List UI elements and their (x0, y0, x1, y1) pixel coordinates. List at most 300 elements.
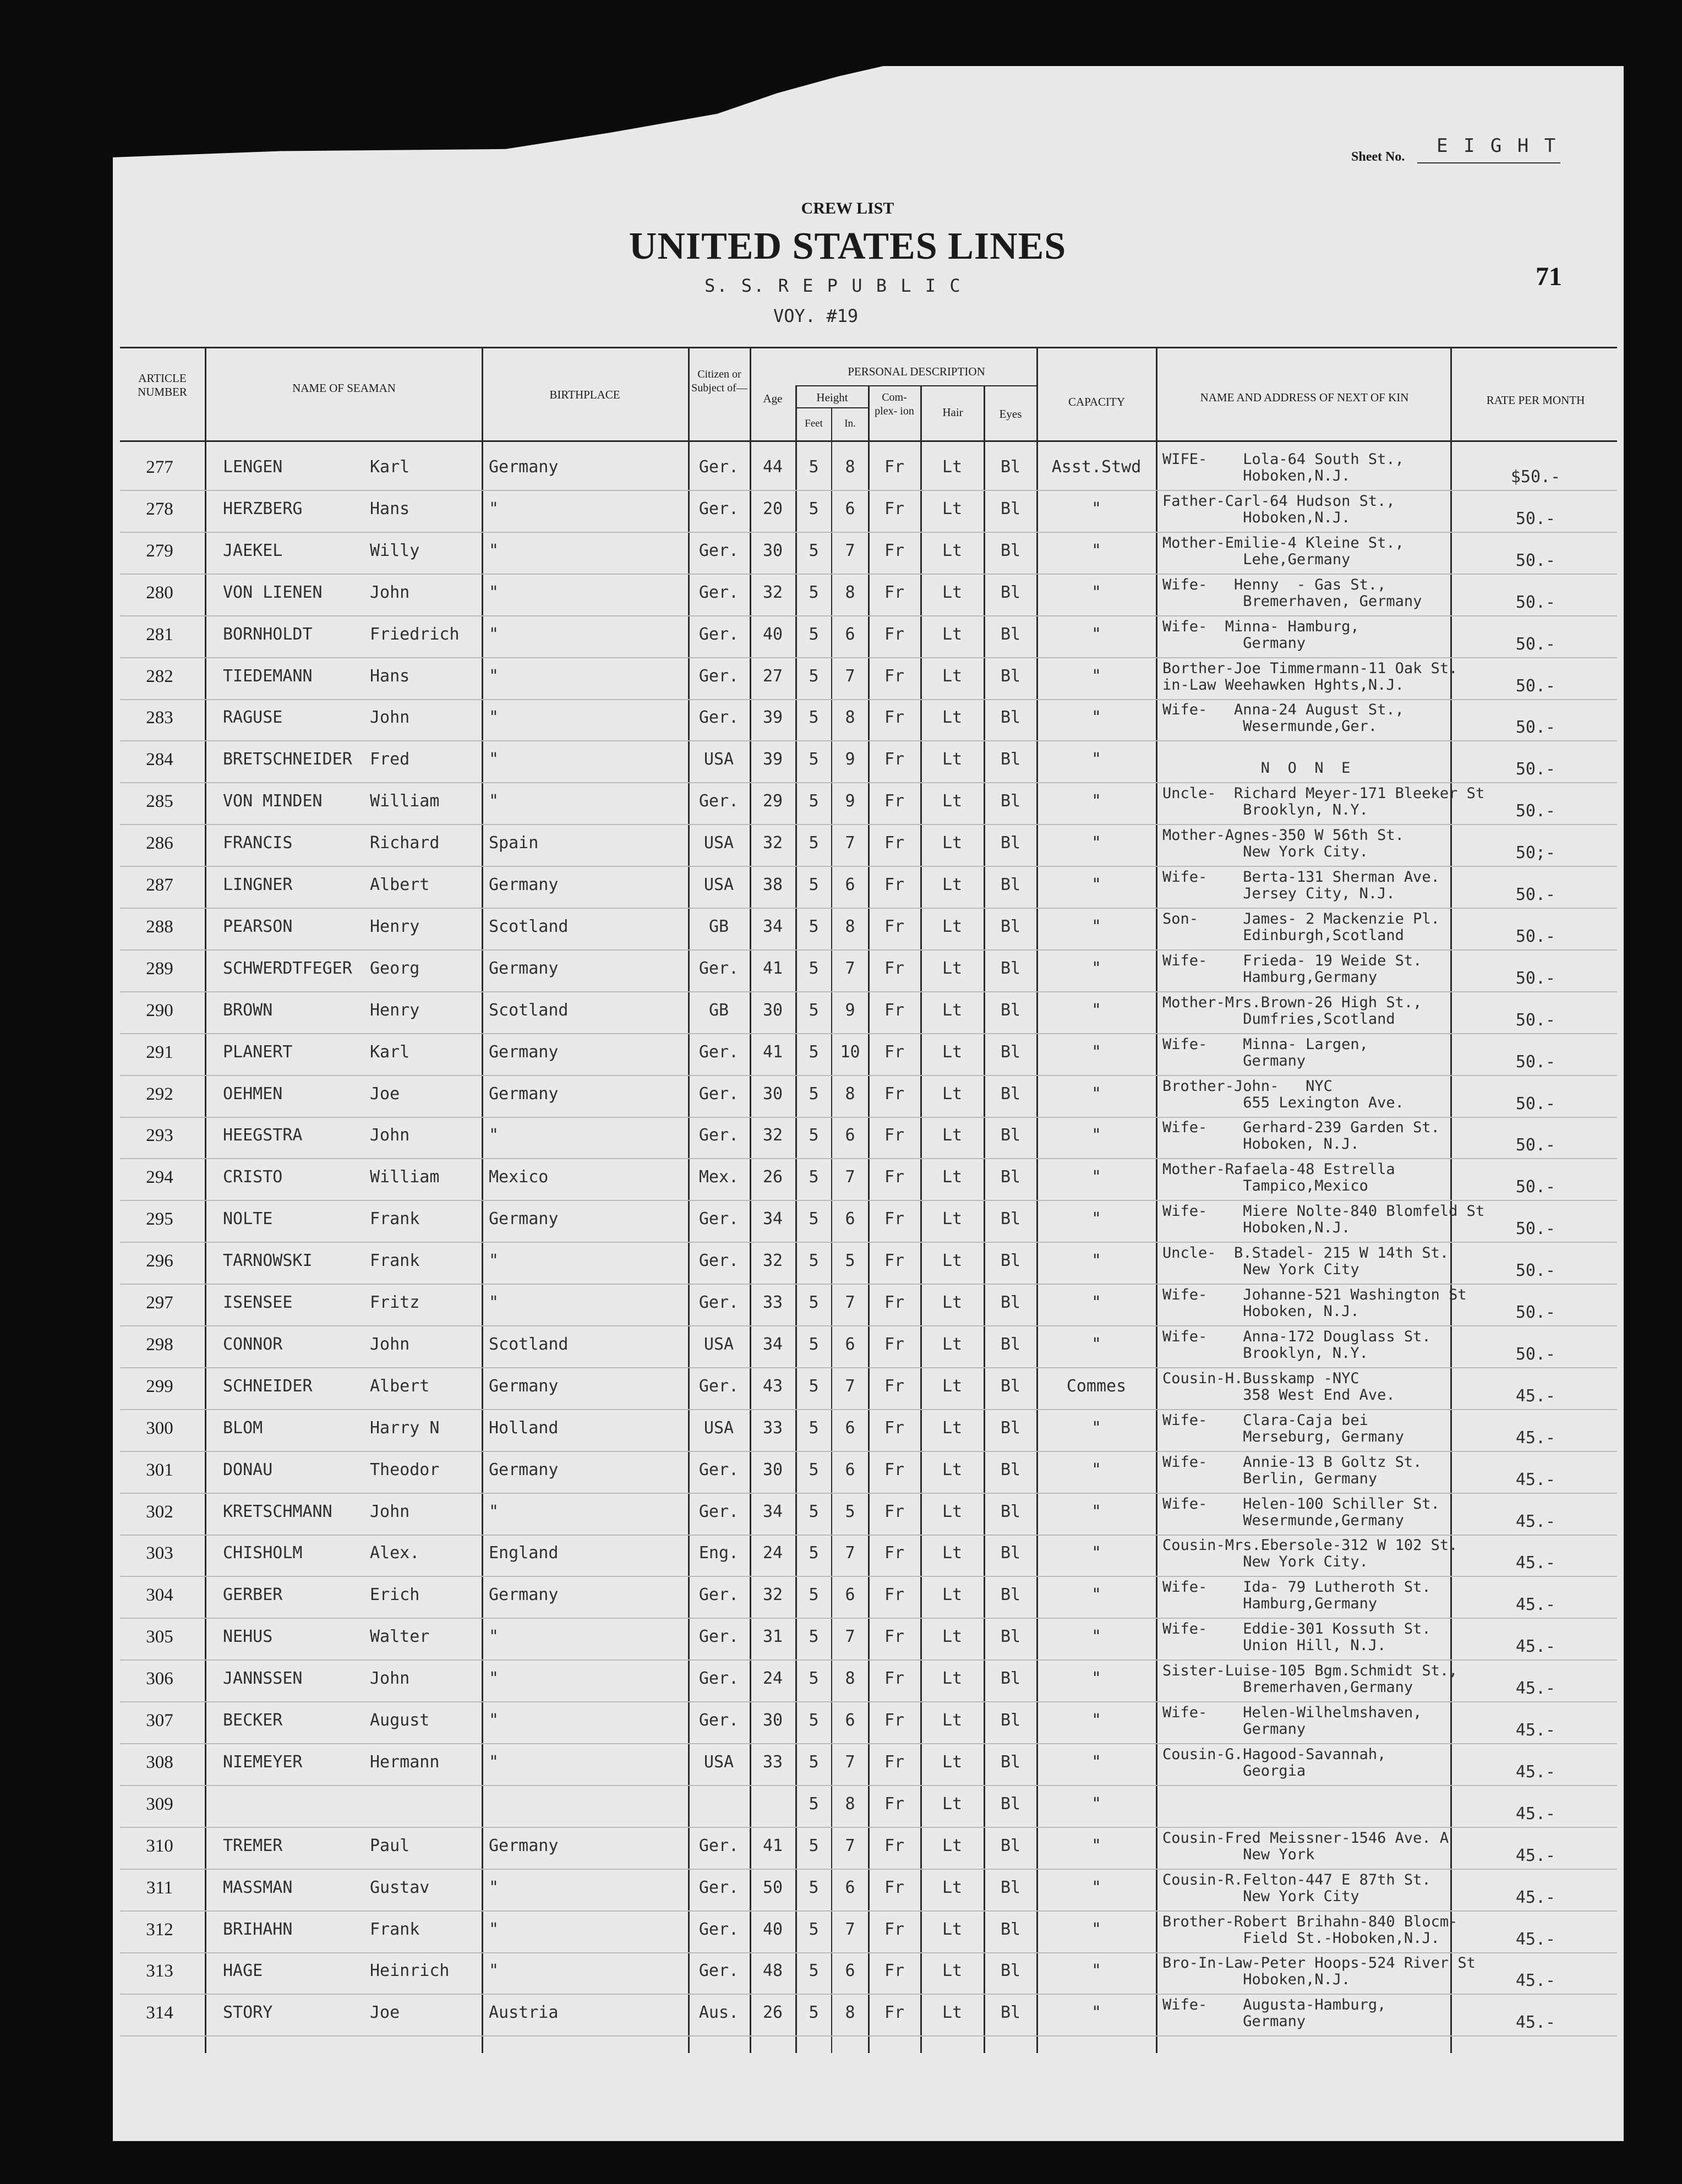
seaman-surname: MASSMAN (223, 1878, 293, 1897)
citizenship: Ger. (698, 1961, 739, 1980)
seaman-given-name: Georg (370, 959, 420, 978)
rate: 50.- (1515, 1011, 1556, 1030)
seaman-surname: BECKER (223, 1711, 283, 1730)
birthplace: " (489, 1126, 499, 1145)
seaman-surname: BRIHAHN (223, 1920, 293, 1939)
birthplace: " (489, 625, 499, 644)
height-inches: 6 (845, 499, 855, 518)
citizenship: USA (703, 833, 734, 853)
seaman-surname: BROWN (223, 1001, 273, 1020)
eyes: Bl (1000, 959, 1021, 978)
article-number: 307 (146, 1711, 173, 1730)
complexion: Fr (884, 750, 905, 769)
next-of-kin-line-1: Wife- Minna- Hamburg, (1162, 618, 1359, 635)
eyes: Bl (1000, 1251, 1021, 1270)
hair: Lt (942, 1251, 963, 1270)
capacity: " (1091, 1669, 1102, 1688)
complexion: Fr (884, 1042, 905, 1062)
article-number: 288 (146, 917, 173, 937)
next-of-kin-line-1: Wife- Anna-24 August St., (1162, 701, 1404, 718)
seaman-surname: KRETSCHMANN (223, 1502, 332, 1521)
next-of-kin-line-1: Wife- Berta-131 Sherman Ave. (1162, 869, 1440, 886)
height-feet: 5 (809, 750, 819, 769)
next-of-kin-line-1: Brother-Robert Brihahn-840 Blocm- (1162, 1913, 1458, 1930)
eyes: Bl (1000, 541, 1021, 560)
complexion: Fr (884, 1377, 905, 1396)
birthplace: " (489, 750, 499, 769)
rate: 50.- (1515, 927, 1556, 946)
next-of-kin-line-2: Jersey City, N.J. (1162, 885, 1395, 902)
next-of-kin-line-2: Georgia (1162, 1762, 1306, 1779)
capacity: " (1091, 1627, 1102, 1646)
page-number: 71 (1536, 262, 1562, 291)
article-number: 290 (146, 1001, 173, 1020)
age: 44 (762, 457, 783, 477)
birthplace: Spain (489, 833, 539, 853)
hair: Lt (942, 1167, 963, 1187)
eyes: Bl (1000, 1001, 1021, 1020)
seaman-surname: BLOM (223, 1418, 263, 1438)
capacity: " (1091, 1543, 1102, 1563)
row-rule (120, 1952, 1617, 1953)
complexion: Fr (884, 1961, 905, 1980)
complexion: Fr (884, 1001, 905, 1020)
citizenship: Ger. (698, 1293, 739, 1312)
article-number: 304 (146, 1585, 173, 1605)
citizenship: Ger. (698, 708, 739, 727)
capacity: " (1091, 708, 1102, 727)
row-rule (120, 782, 1617, 783)
row-rule (120, 1367, 1617, 1368)
height-feet: 5 (809, 667, 819, 686)
capacity: " (1091, 1001, 1102, 1020)
citizenship: Ger. (698, 1585, 739, 1604)
seaman-given-name: Joe (370, 1084, 400, 1104)
next-of-kin-line-2: New York City (1162, 1888, 1359, 1905)
seaman-surname: SCHWERDTFEGER (223, 959, 352, 978)
citizenship: Ger. (698, 1669, 739, 1688)
seaman-surname: STORY (223, 2003, 273, 2022)
seaman-given-name: John (370, 1669, 410, 1688)
height-feet: 5 (809, 1293, 819, 1312)
next-of-kin-line-2: Hoboken, N.J. (1162, 1135, 1359, 1153)
height-inches: 6 (845, 1209, 855, 1228)
citizenship: Ger. (698, 1377, 739, 1396)
height-feet: 5 (809, 1209, 819, 1228)
row-rule (120, 1409, 1617, 1410)
header-rate-per-month: RATE PER MONTH (1486, 394, 1585, 407)
article-number: 292 (146, 1084, 173, 1104)
complexion: Fr (884, 833, 905, 853)
seaman-given-name: Frank (370, 1209, 420, 1228)
height-feet: 5 (809, 1920, 819, 1939)
seaman-surname: CHISHOLM (223, 1543, 303, 1563)
rate: 45.- (1515, 1512, 1556, 1531)
hair: Lt (942, 791, 963, 811)
height-feet: 5 (809, 1126, 819, 1145)
height-inches: 9 (845, 791, 855, 811)
age: 41 (762, 1836, 783, 1855)
complexion: Fr (884, 1794, 905, 1814)
next-of-kin-line-1: Wife- Gerhard-239 Garden St. (1162, 1119, 1440, 1136)
seaman-surname: BORNHOLDT (223, 625, 313, 644)
citizenship: USA (703, 1752, 734, 1772)
rate: 50.- (1515, 801, 1556, 821)
row-rule (120, 1701, 1617, 1702)
rate: 50;- (1515, 843, 1556, 862)
birthplace: " (489, 1627, 499, 1646)
height-inches: 7 (845, 1920, 855, 1939)
age: 33 (762, 1293, 783, 1312)
eyes: Bl (1000, 1167, 1021, 1187)
eyes: Bl (1000, 1920, 1021, 1939)
header-eyes: Eyes (999, 407, 1022, 421)
rate: 50.- (1515, 1345, 1556, 1364)
next-of-kin-line-1: Wife- Clara-Caja bei (1162, 1412, 1368, 1429)
row-rule (120, 1785, 1617, 1786)
seaman-given-name: Erich (370, 1585, 420, 1604)
article-number: 286 (146, 833, 173, 853)
article-number: 297 (146, 1293, 173, 1313)
capacity: " (1091, 1878, 1102, 1897)
eyes: Bl (1000, 583, 1021, 602)
height-inches: 8 (845, 2003, 855, 2022)
height-inches: 7 (845, 1627, 855, 1646)
height-feet: 5 (809, 1418, 819, 1438)
next-of-kin-line-1: Wife- Miere Nolte-840 Blomfeld St (1162, 1203, 1485, 1220)
birthplace: " (489, 1920, 499, 1939)
seaman-surname: HERZBERG (223, 499, 303, 518)
article-number: 310 (146, 1836, 173, 1856)
seaman-given-name: August (370, 1711, 430, 1730)
eyes: Bl (1000, 1711, 1021, 1730)
seaman-surname: RAGUSE (223, 708, 283, 727)
complexion: Fr (884, 917, 905, 936)
header-complexion: Com- plex- ion (875, 391, 914, 417)
birthplace: " (489, 1669, 499, 1688)
seaman-given-name: Fritz (370, 1293, 420, 1312)
citizenship: Ger. (698, 1042, 739, 1062)
next-of-kin-line-2: Germany (1162, 1721, 1306, 1738)
height-inches: 6 (845, 1418, 855, 1438)
birthplace: " (489, 1293, 499, 1312)
height-inches: 6 (845, 1961, 855, 1980)
eyes: Bl (1000, 1836, 1021, 1855)
seaman-surname: TREMER (223, 1836, 283, 1855)
rate: 45.- (1515, 1553, 1556, 1573)
citizenship: Ger. (698, 541, 739, 560)
citizenship: GB (708, 1001, 729, 1020)
seaman-given-name: John (370, 1335, 410, 1354)
hair: Lt (942, 1502, 963, 1521)
hair: Lt (942, 750, 963, 769)
birthplace: Germany (489, 1042, 559, 1062)
birthplace: " (489, 791, 499, 811)
row-rule (120, 908, 1617, 909)
hair: Lt (942, 541, 963, 560)
header-next-of-kin: NAME AND ADDRESS OF NEXT OF KIN (1200, 391, 1409, 404)
voyage-number: VOY. #19 (773, 305, 859, 326)
complexion: Fr (884, 1460, 905, 1479)
eyes: Bl (1000, 1126, 1021, 1145)
hair: Lt (942, 1711, 963, 1730)
height-feet: 5 (809, 833, 819, 853)
seaman-given-name: Albert (370, 1377, 430, 1396)
header-personal-description: PERSONAL DESCRIPTION (848, 365, 985, 378)
birthplace: Germany (489, 875, 559, 894)
next-of-kin-line-2: Dumfries,Scotland (1162, 1011, 1395, 1028)
row-rule (120, 1618, 1617, 1619)
seaman-surname: TARNOWSKI (223, 1251, 313, 1270)
complexion: Fr (884, 1502, 905, 1521)
age: 39 (762, 708, 783, 727)
height-inches: 7 (845, 1377, 855, 1396)
citizenship: Ger. (698, 959, 739, 978)
eyes: Bl (1000, 708, 1021, 727)
seaman-given-name: Karl (370, 1042, 410, 1062)
seaman-surname: GERBER (223, 1585, 283, 1604)
capacity: Commes (1066, 1377, 1127, 1396)
height-inches: 7 (845, 1836, 855, 1855)
next-of-kin-line-2: Union Hill, N.J. (1162, 1637, 1386, 1654)
next-of-kin-line-1: Cousin-H.Busskamp -NYC (1162, 1370, 1359, 1387)
capacity: " (1091, 1335, 1102, 1354)
next-of-kin-line-1: Brother-John- NYC (1162, 1078, 1333, 1095)
seaman-surname: CRISTO (223, 1167, 283, 1187)
next-of-kin-line-1: Wife- Henny - Gas St., (1162, 576, 1386, 593)
next-of-kin-line-2: 655 Lexington Ave. (1162, 1094, 1404, 1111)
next-of-kin-line-1: Mother-Mrs.Brown-26 High St., (1162, 994, 1422, 1011)
height-inches: 7 (845, 667, 855, 686)
eyes: Bl (1000, 750, 1021, 769)
birthplace: Holland (489, 1418, 559, 1438)
seaman-surname: PEARSON (223, 917, 293, 936)
height-inches: 7 (845, 1752, 855, 1772)
rate: 50.- (1515, 760, 1556, 779)
header-top-rule (120, 347, 1617, 348)
rate: 50.- (1515, 969, 1556, 988)
seaman-surname: LINGNER (223, 875, 293, 894)
citizenship: GB (708, 917, 729, 936)
next-of-kin-line-1: Wife- Johanne-521 Washington St (1162, 1286, 1467, 1303)
seaman-surname: OEHMEN (223, 1084, 283, 1104)
height-feet: 5 (809, 1669, 819, 1688)
row-rule (120, 1827, 1617, 1828)
capacity: " (1091, 1042, 1102, 1062)
height-inches: 8 (845, 708, 855, 727)
next-of-kin-line-2: Berlin, Germany (1162, 1470, 1378, 1487)
capacity: " (1091, 1752, 1102, 1772)
article-number: 300 (146, 1418, 173, 1438)
article-number: 302 (146, 1502, 173, 1522)
eyes: Bl (1000, 917, 1021, 936)
sheet-number: E I G H T (1437, 135, 1558, 157)
age: 30 (762, 1711, 783, 1730)
birthplace: " (489, 541, 499, 560)
citizenship: Ger. (698, 1126, 739, 1145)
rate: 45.- (1515, 1637, 1556, 1656)
hair: Lt (942, 959, 963, 978)
eyes: Bl (1000, 499, 1021, 518)
citizenship: Ger. (698, 1209, 739, 1228)
next-of-kin-line-1: Wife- Frieda- 19 Weide St. (1162, 952, 1422, 969)
next-of-kin-line-2: Edinburgh,Scotland (1162, 927, 1404, 944)
capacity: " (1091, 875, 1102, 894)
article-number: 301 (146, 1460, 173, 1480)
height-inches: 6 (845, 1585, 855, 1604)
seaman-given-name: Friedrich (370, 625, 460, 644)
complexion: Fr (884, 1920, 905, 1939)
row-rule (120, 991, 1617, 992)
height-feet: 5 (809, 1836, 819, 1855)
age: 31 (762, 1627, 783, 1646)
article-number: 277 (146, 457, 173, 477)
seaman-given-name: Hans (370, 667, 410, 686)
rate: 50.- (1515, 551, 1556, 570)
age: 30 (762, 541, 783, 560)
eyes: Bl (1000, 1418, 1021, 1438)
hair: Lt (942, 1836, 963, 1855)
hair: Lt (942, 1794, 963, 1814)
height-inches: 6 (845, 1126, 855, 1145)
next-of-kin-line-2: Hamburg,Germany (1162, 1595, 1378, 1612)
article-number: 312 (146, 1920, 173, 1940)
seaman-surname: DONAU (223, 1460, 273, 1479)
next-of-kin-line-2: Hoboken, N.J. (1162, 1303, 1359, 1320)
age: 33 (762, 1752, 783, 1772)
birthplace: Germany (489, 1585, 559, 1604)
header-name-of-seaman: NAME OF SEAMAN (292, 381, 396, 395)
height-inches: 6 (845, 875, 855, 894)
seaman-surname: SCHNEIDER (223, 1377, 313, 1396)
citizenship: Ger. (698, 457, 739, 477)
birthplace: Germany (489, 457, 559, 477)
age: 50 (762, 1878, 783, 1897)
seaman-given-name: Hans (370, 499, 410, 518)
next-of-kin-line-1: Cousin-G.Hagood-Savannah, (1162, 1746, 1386, 1763)
article-number: 305 (146, 1627, 173, 1647)
age: 32 (762, 583, 783, 602)
capacity: Asst.Stwd (1051, 457, 1142, 477)
next-of-kin-line-2: Tampico,Mexico (1162, 1177, 1368, 1194)
complexion: Fr (884, 1167, 905, 1187)
seaman-surname: HEEGSTRA (223, 1126, 303, 1145)
height-inches: 6 (845, 1460, 855, 1479)
height-inches: 8 (845, 583, 855, 602)
birthplace: Germany (489, 1209, 559, 1228)
next-of-kin-line-2: Brooklyn, N.Y. (1162, 801, 1368, 818)
age: 24 (762, 1669, 783, 1688)
rate: 45.- (1515, 1804, 1556, 1823)
complexion: Fr (884, 708, 905, 727)
birthplace: Germany (489, 1460, 559, 1479)
citizenship: USA (703, 1335, 734, 1354)
hair: Lt (942, 1335, 963, 1354)
age: 33 (762, 1418, 783, 1438)
eyes: Bl (1000, 1585, 1021, 1604)
article-number: 285 (146, 791, 173, 811)
row-rule (120, 866, 1617, 867)
rate: 50.- (1515, 1052, 1556, 1072)
capacity: " (1091, 833, 1102, 853)
eyes: Bl (1000, 1502, 1021, 1521)
hair: Lt (942, 625, 963, 644)
complexion: Fr (884, 1084, 905, 1104)
capacity: " (1091, 625, 1102, 644)
age: 38 (762, 875, 783, 894)
capacity: " (1091, 499, 1102, 518)
eyes: Bl (1000, 833, 1021, 853)
row-rule (120, 1242, 1617, 1243)
capacity: " (1091, 1585, 1102, 1604)
seaman-given-name: William (370, 791, 440, 811)
row-rule (120, 1493, 1617, 1494)
hair: Lt (942, 583, 963, 602)
complexion: Fr (884, 625, 905, 644)
seaman-surname: BRETSCHNEIDER (223, 750, 352, 769)
complexion: Fr (884, 1251, 905, 1270)
crew-list-label: CREW LIST (801, 199, 894, 217)
article-number: 308 (146, 1752, 173, 1772)
height-feet: 5 (809, 1878, 819, 1897)
capacity: " (1091, 1836, 1102, 1855)
row-rule (120, 2035, 1617, 2036)
article-number: 280 (146, 583, 173, 603)
header-birthplace: BIRTHPLACE (549, 388, 620, 401)
capacity: " (1091, 1126, 1102, 1145)
birthplace: Scotland (489, 917, 569, 936)
next-of-kin-line-1: Borther-Joe Timmermann-11 Oak St. (1162, 660, 1458, 677)
seaman-given-name: Joe (370, 2003, 400, 2022)
row-rule (120, 1284, 1617, 1285)
eyes: Bl (1000, 1335, 1021, 1354)
age: 32 (762, 1251, 783, 1270)
complexion: Fr (884, 541, 905, 560)
next-of-kin-line-1: Son- James- 2 Mackenzie Pl. (1162, 910, 1440, 927)
row-rule (120, 657, 1617, 658)
capacity: " (1091, 1293, 1102, 1312)
ship-name: S. S. R E P U B L I C (705, 275, 962, 296)
rate: 45.- (1515, 1762, 1556, 1782)
next-of-kin-line-1: Wife- Eddie-301 Kossuth St. (1162, 1620, 1431, 1637)
age: 32 (762, 1126, 783, 1145)
seaman-surname: HAGE (223, 1961, 263, 1980)
citizenship: Ger. (698, 583, 739, 602)
rate: $50.- (1510, 467, 1561, 487)
capacity: " (1091, 667, 1102, 686)
rate: 45.- (1515, 1846, 1556, 1865)
article-number: 289 (146, 959, 173, 979)
article-number: 309 (146, 1794, 173, 1814)
height-feet: 5 (809, 1001, 819, 1020)
height-feet: 5 (809, 1460, 819, 1479)
citizenship: USA (703, 1418, 734, 1438)
next-of-kin-line-2: Field St.-Hoboken,N.J. (1162, 1930, 1440, 1947)
seaman-given-name: Gustav (370, 1878, 430, 1897)
complexion: Fr (884, 875, 905, 894)
age: 26 (762, 1167, 783, 1187)
height-inches: 7 (845, 1293, 855, 1312)
next-of-kin-line-2: New York City (1162, 1261, 1359, 1278)
seaman-surname: TIEDEMANN (223, 667, 313, 686)
citizenship: Ger. (698, 625, 739, 644)
rate: 50.- (1515, 1177, 1556, 1197)
citizenship: Ger. (698, 1836, 739, 1855)
hair: Lt (942, 667, 963, 686)
next-of-kin-line-1: Wife- Anna-172 Douglass St. (1162, 1328, 1431, 1345)
hair: Lt (942, 917, 963, 936)
citizenship: Ger. (698, 1251, 739, 1270)
